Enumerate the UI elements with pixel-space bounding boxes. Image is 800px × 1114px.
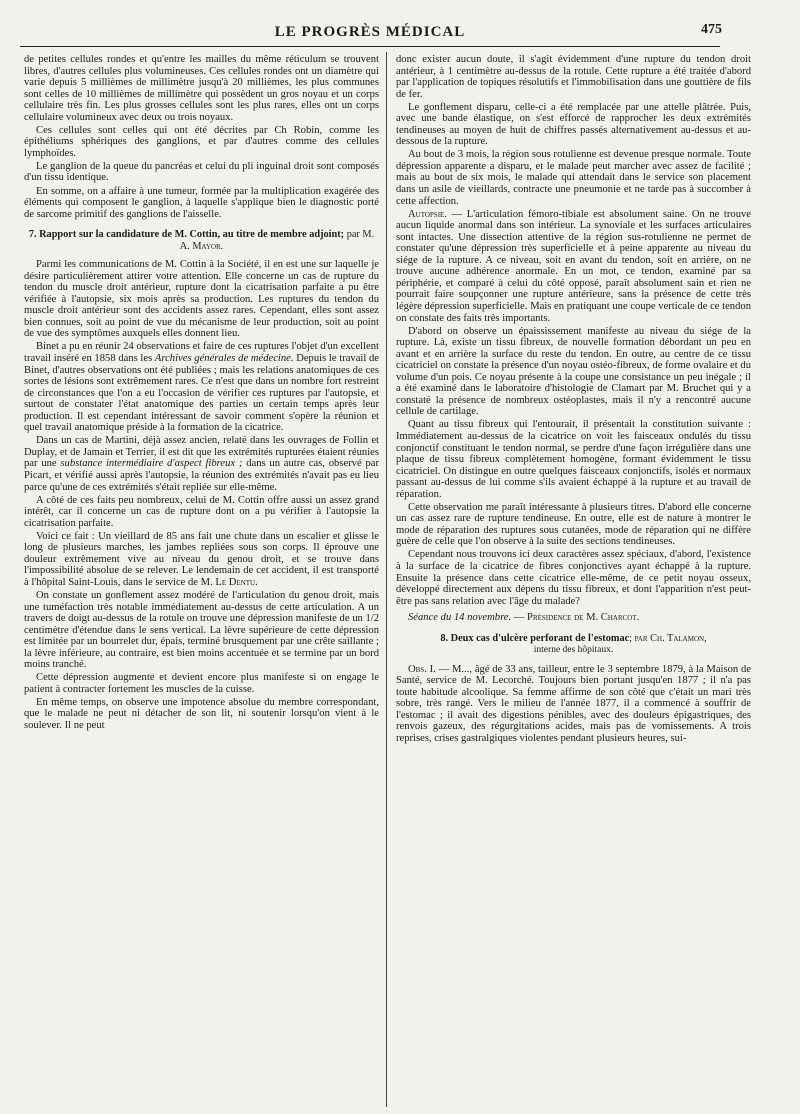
paragraph-text: Dans un cas de Martini, déjà assez ancien, relaté dans les ouvrages de Follin et Duplay, et de Jamain et Terrier, il est dit que les extrémités rupturées étaient réunies par une — [24, 435, 379, 470]
paragraph — [396, 209, 751, 324]
paragraph — [24, 435, 379, 493]
paragraph: Cette dépression augmente et devient encore plus manifeste si on engage le patient à contracter fortement les muscles de la cuisse. — [24, 672, 379, 695]
section-heading: 8. Deux cas d'ulcère perforant de l'estomac; par Ch. Talamon, interne des hôpitaux. — [440, 632, 707, 656]
person-name: Le Dentu. — [215, 576, 258, 588]
section-title: 7. Rapport sur la candidature de M. Cottin, au titre de membre adjoint; — [28, 229, 345, 241]
observation-label: Obs. I. — [408, 663, 436, 675]
paragraph: Quant au tissu fibreux qui l'entourait, il présentait la constitution suivante : Immédiatement au-dessus de la cicatrice on voit les faisceaux ondulés du tissu conjonctif constituant le tendon normal, se perdre d'une façon irrégulière dans une plaque de tissu fibreux complètement homogène, formant évidemment le tissu cicatriciel. On distingue en outre quelques faisceaux conjonctifs, isolés et normaux passant au-dessus de lui comme s'ils avaient échappé à la rupture et au travail de réparation. — [396, 419, 751, 500]
section-heading — [24, 229, 379, 252]
paragraph: En somme, on a affaire à une tumeur, formée par la multiplication exagérée des éléments qui composent le ganglion, à laquelle s'applique bien le diagnostic porté de sarcome primitif des ganglions de l'aisselle. — [24, 185, 379, 220]
paragraph: Cependant nous trouvons ici deux caractères assez spéciaux, d'abord, l'existence à la surface de la cicatrice de fibres conjonctives ayant échappé à la rupture. Ensuite la présence dans cette cicatrice elle-même, de ce petit noyau osseux, développé directement aux dépens du tissu fibreux, et dont l'apparition n'est peut-être pas sans relation avec l'âge du malade? — [396, 549, 751, 607]
paragraph: En même temps, on observe une impotence absolue du membre correspondant, que le malade ne peut ni détacher de son lit, ni soutenir lorsqu'on vient à le soulever. Il ne peut — [24, 696, 379, 731]
left-column — [24, 54, 379, 733]
section-author-role: interne des hôpitaux. — [533, 645, 614, 656]
session-presidency: — Présidence de M. Charcot. — [513, 612, 640, 624]
paragraph-text: Binet a pu en réunir 24 observations et faire de ces ruptures l'objet d'un excellent travail inséré en 1858 dans les — [24, 341, 379, 365]
paragraph: Le gonflement disparu, celle-ci a été remplacée par une attelle plâtrée. Puis, avec une bande élastique, on s'est efforcé de rapprocher les deux extrémités tendineuses au moyen de huit de chiffres passés alternativement au-dessus et au-dessous de la rupture. — [396, 101, 751, 148]
paragraph: donc exister aucun doute, il s'agit évidemment d'une rupture du tendon droit antérieur, à 1 centimètre au-dessus de la rotule. Cette rupture a été traitée d'abord par l'application de topiques résolutifs et l'immobilisation dans une gouttière de fils de fer. — [396, 54, 751, 100]
section-author-prefix: par M. A. — [179, 229, 375, 252]
paragraph — [24, 341, 379, 433]
autopsy-label: Autopsie. — [408, 208, 447, 220]
italic-phrase: substance intermédiaire d'aspect fibreux ; — [60, 458, 243, 470]
paragraph — [24, 531, 379, 589]
journal-title: Archives générales de médecine. — [154, 353, 294, 365]
page-number: 475 — [701, 22, 722, 37]
paragraph: D'abord on observe un épaississement manifeste au niveau du siége de la rupture. Là, existe un tissu fibreux, de nouvelle formation débordant un peu en avant et en arrière la surface du reste du tendon. En outre, au centre de ce tissu cicatriciel on constate la présence d'un noyau ostéo-fibreux, de forme ovalaire et du volume d'un pois. Ce noyau présente à la coupe une consistance un peu inégale ; il a été examiné dans le laboratoire d'histologie de Clamart par M. Bruchet qui y a constaté la présence de nombreux ostéoplastes, mais il n'y a rencontré aucune cellule de cartilage. — [396, 325, 751, 418]
paragraph: Au bout de 3 mois, la région sous rotulienne est devenue presque normale. Toute dépression apparente a disparu, et le malade peut marcher avec assez de facilité ; mais au bout de six mois, le malade qui attendait dans le service son placement dans un asile de vieillards, contracte une pneumonie et ne tarde pas à succomber à cette affection. — [396, 149, 751, 207]
right-column — [396, 54, 751, 746]
session-date: Séance du 14 novembre. — [408, 612, 512, 624]
paragraph: Le ganglion de la queue du pancréas et celui du pli inguinal droit sont composés d'un tissu identique. — [24, 160, 379, 184]
page-header — [20, 22, 720, 47]
paragraph: On constate un gonflement assez modéré de l'articulation du genou droit, mais une tuméfaction très notable immédiatement au-dessus de cette articulation. A un travers de doigt au-dessus de la rotule on trouve une dépression manifeste de un 1/2 centimètre d'étendue dans le sens vertical. La lèvre supérieure de cette dépression est limitée par un bourrelet dur, épais, terminé brusquement par une crête saillante ; la lèvre inférieure, au contraire, est bien moins accentuée et se termine par un bord moins tranché. — [24, 589, 379, 671]
running-title: LE PROGRÈS MÉDICAL — [274, 24, 466, 40]
paragraph-text: dans un autre cas, observé par Picart, et vérifié aussi après l'autopsie, la réunion des extrémités n'avait pas eu lieu parce qu'une de ces extrémités s'était repliée sur elle-même. — [24, 458, 379, 493]
paragraph: Parmi les communications de M. Cottin à la Société, il en est une sur laquelle je désire particulièrement attirer votre attention. Elle concerne un cas de rupture du tendon du muscle droit antérieur, rupture dont la cicatrisation parfaite a pu être vérifiée à l'autopsie, six mois après sa production. Les ruptures du tendon du muscle droit antérieur sont des accidents assez rares. Cependant, elles sont assez bien connues, soit au point de vue du mécanisme de leur production, soit au point de vue des symptômes auxquels elles donnent lieu. — [24, 259, 379, 340]
paragraph-text: Voici ce fait : Un vieillard de 85 ans fait une chute dans un escalier et glisse le long de plusieurs marches, les jambes repliées sous son corps. Il éprouve une douleur extrêmement vive au niveau du genou droit, et se trouve dans l'impossibilité absolue de se relever. Le lendemain de cet accident, il est transporté à l'hôpital Saint-Louis, dans le service de M. — [24, 530, 379, 588]
paragraph: Cette observation me paraît intéressante à plusieurs titres. D'abord elle concerne un cas assez rare de rupture tendineuse. En outre, elle est de nature à montrer le mode de réparation des ruptures sous cutanées, mode de réparation qui ne diffère guère de celle que l'on observe à la suite des sections tendineuses. — [396, 501, 751, 548]
section-author-name: Mayor. — [192, 240, 224, 252]
section-author: par Ch. Talamon, — [634, 632, 707, 644]
paragraph — [396, 664, 751, 745]
paragraph: Ces cellules sont celles qui ont été décrites par Ch Robin, comme les épithéliums sphériques des ganglions, et par d'autres comme des cellules lymphoïdes. — [24, 124, 379, 159]
paragraph: A côté de ces faits peu nombreux, celui de M. Cottin offre aussi un assez grand intérêt, car il concerne un cas de rupture dont on a pu vérifier à l'autopsie la cicatrisation parfaite. — [24, 494, 379, 529]
paragraph-text: Depuis le travail de Binet, d'autres observations ont été publiées ; mais les relations anatomiques de ces sortes de lésions sont extrêmement rares. Ce n'est que dans un nombre fort restreint de circonstances que l'on a eu l'occasion de vérifier ces ruptures par l'autopsie, et surtout de constater l'état anatomique des parties un certain temps après leur production. Il est cependant intéressant de savoir comment s'opère la réunion et quel travail anatomique préside à la formation de la cicatrice. — [24, 353, 380, 434]
session-line — [396, 612, 751, 624]
section-title: 8. Deux cas d'ulcère perforant de l'estomac — [440, 632, 630, 644]
paragraph: de petites cellules rondes et qu'entre les mailles du même réticulum se trouvent libres, d'autres cellules plus volumineuses. Ces cellules rondes ont un diamètre qui varie depuis 5 millièmes de millimètre jusqu'à 20 millièmes, les plus communes sont celles de 10 millièmes de millimètre qui possèdent un gros noyau et un corps cellulaire très fin. Les plus grosses cellules sont les plus rares, elles ont un corps cellulaire volumineux avec deux ou trois noyaux. — [24, 54, 379, 123]
paragraph-text: — L'articulation fémoro-tibiale est absolument saine. On ne trouve aucun liquide anormal dans son intérieur. La synoviale et les surfaces articulaires sont intactes. Une dissection attentive de la région sus-rotulienne ne permet de constater qu'une dépression très superficielle et à peine apparente au niveau du siége de la rupture. A ce niveau, soit en avant du tendon, soit en arrière, on ne trouve aucune adhérence anormale. En un mot, ce tendon, examiné par sa périphérie, et comparé à celui du côté opposé, paraît absolument sain et rien ne pourrait faire soupçonner une rupture antérieure, sans la présence de cette très légère dépression superficielle. Mais en pratiquant une coupe verticale de ce tendon on constate des faits très importants. — [396, 208, 751, 324]
column-divider — [386, 52, 387, 1107]
paragraph-text: — M..., âgé de 33 ans, tailleur, entre le 3 septembre 1879, à la Maison de Santé, service de M. Lecorché. Toujours bien portant jusqu'en 1877 ; il n'a pas toute habitude alcoolique. Sa femme affirme de son côté que c'était un mari très sobre, très rangé. Vers le milieu de l'année 1877, il a commencé à souffrir de l'estomac ; il avait des digestions pénibles, avec des douleurs épigastriques, des renvois gazeux, des régurgitations acides, mais pas de vomissements. A trois reprises, crises gastralgiques violentes pendant plusieurs heures, sui- — [396, 663, 751, 745]
